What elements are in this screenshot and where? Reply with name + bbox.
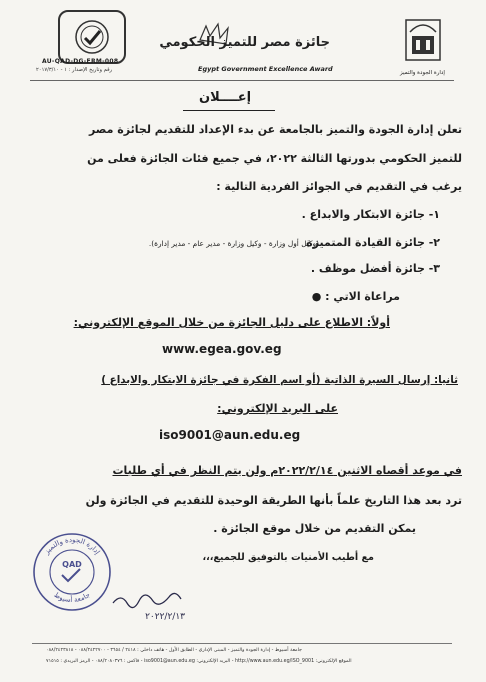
signature: [105, 585, 190, 623]
stamp-top-text: إدارة الجودة والتميز: [42, 535, 102, 556]
award-item-2-note: (وكيل أول وزارة - وكيل وزارة - مدير عام - مدير إدارة).: [148, 239, 319, 248]
second-step: ثانيا: إرسال السيرة الذاتية (أو اسم الفكرة في جائزة الابتكار والابداع ): [101, 374, 458, 386]
award-item-3: ٣- جائزة أفضل موظف .: [310, 262, 440, 275]
stamp-bottom-text: جامعة أسيوط: [52, 590, 92, 605]
footer-line-2: الموقع الإلكتروني: http://www.aun.edu.eg/ISO_9001 - البريد الإلكتروني: iso9001@aun.edu.eg - فاكس : ٠٨٨/٢٠٨٠٣٧٦ - الرمز البريدي : ٧١٥١٥: [46, 659, 352, 664]
announcement-title: إعــــلان: [199, 90, 252, 105]
intro-line-3: يرغب في التقديم في الجوائز الفردية التالية :: [216, 180, 462, 193]
note-item: [312, 290, 400, 303]
site-url-link[interactable]: www.egea.gov.eg: [162, 342, 282, 356]
iso-logo: [58, 10, 126, 64]
stamp-center-text: QAD: [62, 560, 82, 569]
deadline-line-2: ترد بعد هذا التاريخ علماً بأنها الطريقة الوحيدة للتقديم في الجائزة ولن: [85, 494, 462, 507]
award-logo: [159, 22, 332, 58]
issue-line: رقم وتاريخ الإصدار : ١ - ٢٠١٧/٣/١٠: [36, 67, 113, 73]
award-item-2: ٢- جائزة القيادة المتميزة: [306, 236, 440, 249]
deadline-text: في موعد أقصاه الاثنين ٢٠٢٢/٢/١٤م ولن يتم النظر في أي طلبات: [112, 464, 462, 477]
dept-name: إدارة الجودة والتميز: [400, 70, 445, 76]
iso-logo-icon: [65, 17, 119, 57]
award-name-ar: جائزة مصر للتميز الحكومي: [159, 35, 330, 50]
first-step: أولاً: الاطلاع على دليل الجائزة من خلال الموقع الإلكتروني:: [73, 316, 390, 329]
footer-line-1: جامعة أسيوط - إدارة الجودة والتميز - المبنى الإداري - الطابق الأول - هاتف داخلي : ٢٤١٨ / ٣٦٥٤ - ٠٨٨/٢٤٢٢٧٠٠ - ٠٨٨/٢٤٢٣٨١٨: [46, 648, 303, 653]
university-logo: [398, 14, 448, 64]
intro-line-1: تعلن إدارة الجودة والتميز بالجامعة عن بدء الإعداد للتقديم لجائزة مصر: [88, 123, 462, 136]
bullet-icon: ●: [311, 290, 322, 303]
footer-divider: [32, 643, 452, 644]
official-stamp: [28, 525, 116, 619]
deadline-line-1: [113, 464, 463, 477]
closing-line: مع أطيب الأمنيات بالتوفيق للجميع،،،: [202, 552, 374, 563]
award-name-en: Egypt Government Excellence Award: [198, 65, 333, 73]
note-label: مراعاة الاتي :: [325, 290, 400, 303]
title-underline: [183, 110, 275, 111]
award-item-1: ١- جائزة الابتكار والابداع .: [301, 208, 440, 221]
svg-text:إدارة الجودة والتميز: [42, 536, 101, 557]
email-label: على البريد الإلكتروني:: [217, 402, 338, 415]
signature-date: ٢٠٢٢/٢/١٣: [145, 612, 185, 622]
header-divider: [30, 80, 454, 81]
svg-text:جامعة أسيوط: [52, 591, 91, 604]
email-link[interactable]: iso9001@aun.edu.eg: [159, 428, 301, 442]
deadline-line-3: يمكن التقديم من خلال موقع الجائزة .: [213, 522, 416, 535]
form-code: AU-QAD-DG-FRM-008: [42, 58, 119, 65]
intro-line-2: للتميز الحكومي بدورتها الثالثة ٢٠٢٢، في جميع فئات الجائزة فعلى من: [87, 152, 462, 165]
